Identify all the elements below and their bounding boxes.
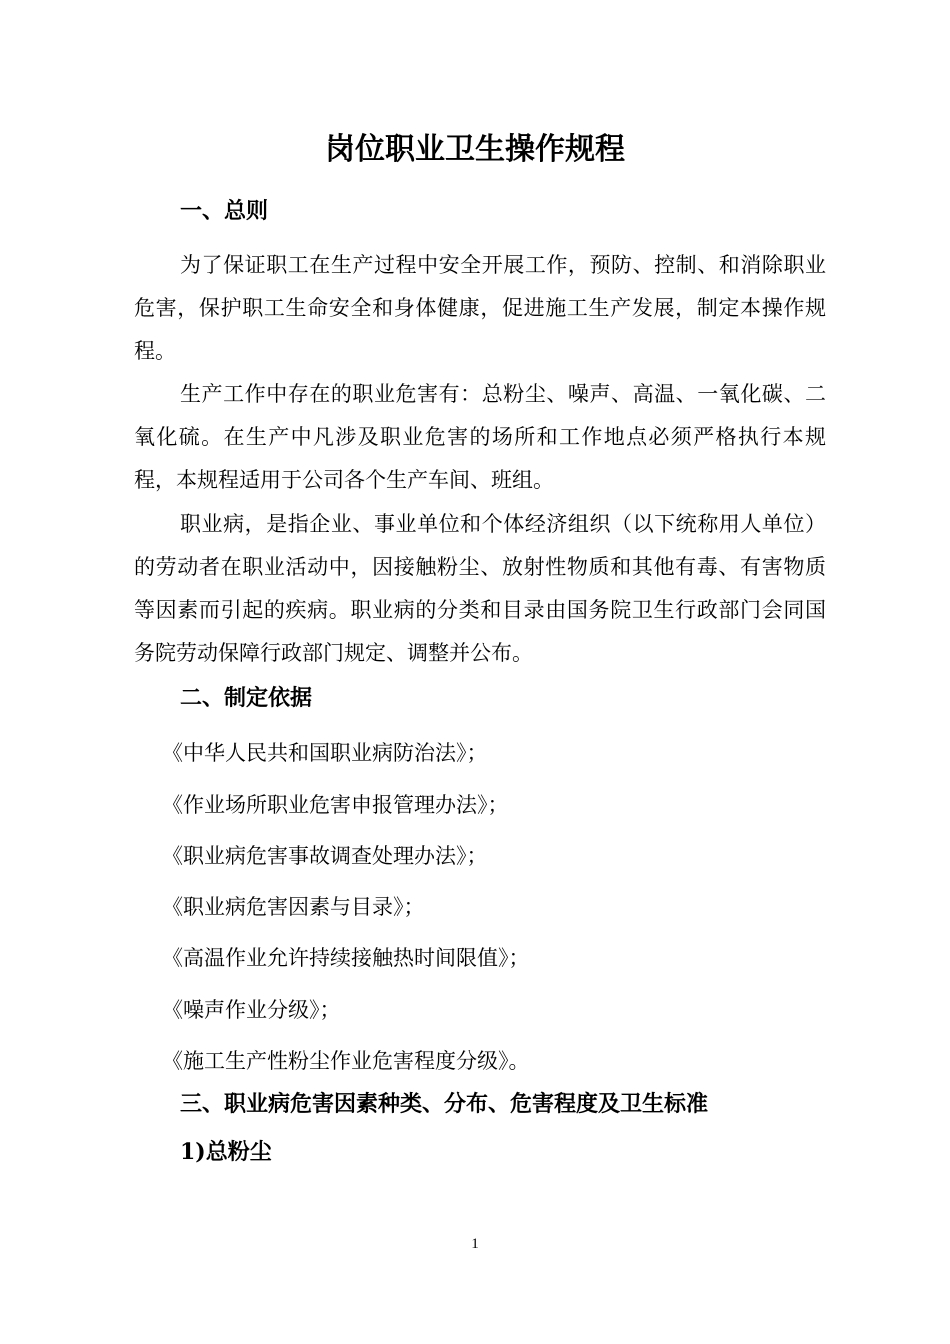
section-heading-basis: 二、制定依据	[180, 686, 313, 711]
page-number: 1	[471, 1236, 479, 1252]
document-title: 岗位职业卫生操作规程	[325, 132, 625, 167]
paragraph-hazards: 生产工作中存在的职业危害有：总粉尘、噪声、高温、一氧化碳、二氧化硫。在生产中凡涉及职业危害的场所和工作地点必须严格执行本规程，本规程适用于公司各个生产车间、班组。	[134, 382, 826, 492]
basis-list-item: 《噪声作业分级》；	[162, 998, 341, 1022]
paragraph-occupational-disease: 职业病，是指企业、事业单位和个体经济组织（以下统称用人单位）的劳动者在职业活动中，因接触粉尘、放射性物质和其他有毒、有害物质等因素而引起的疾病。职业病的分类和目录由国务院卫生行政部门会同国务院劳动保障行政部门规定、调整并公布。	[134, 512, 826, 665]
basis-list-item: 《作业场所职业危害申报管理办法》；	[162, 793, 509, 817]
basis-list-item: 《中华人民共和国职业病防治法》；	[162, 741, 488, 765]
basis-list-item: 《施工生产性粉尘作业危害程度分级》。	[162, 1049, 530, 1073]
section-heading-general: 一、总则	[180, 199, 269, 224]
subheading-total-dust: 1)总粉尘	[180, 1139, 272, 1165]
section-heading-hazard-factors: 三、职业病危害因素种类、分布、危害程度及卫生标准	[180, 1092, 709, 1117]
basis-list-item: 《职业病危害因素与目录》；	[162, 895, 425, 919]
basis-list-item: 《职业病危害事故调查处理办法》；	[162, 844, 488, 868]
paragraph-purpose: 为了保证职工在生产过程中安全开展工作，预防、控制、和消除职业危害，保护职工生命安全和身体健康，促进施工生产发展，制定本操作规程。	[134, 253, 826, 363]
basis-list-item: 《高温作业允许持续接触热时间限值》；	[162, 946, 530, 970]
